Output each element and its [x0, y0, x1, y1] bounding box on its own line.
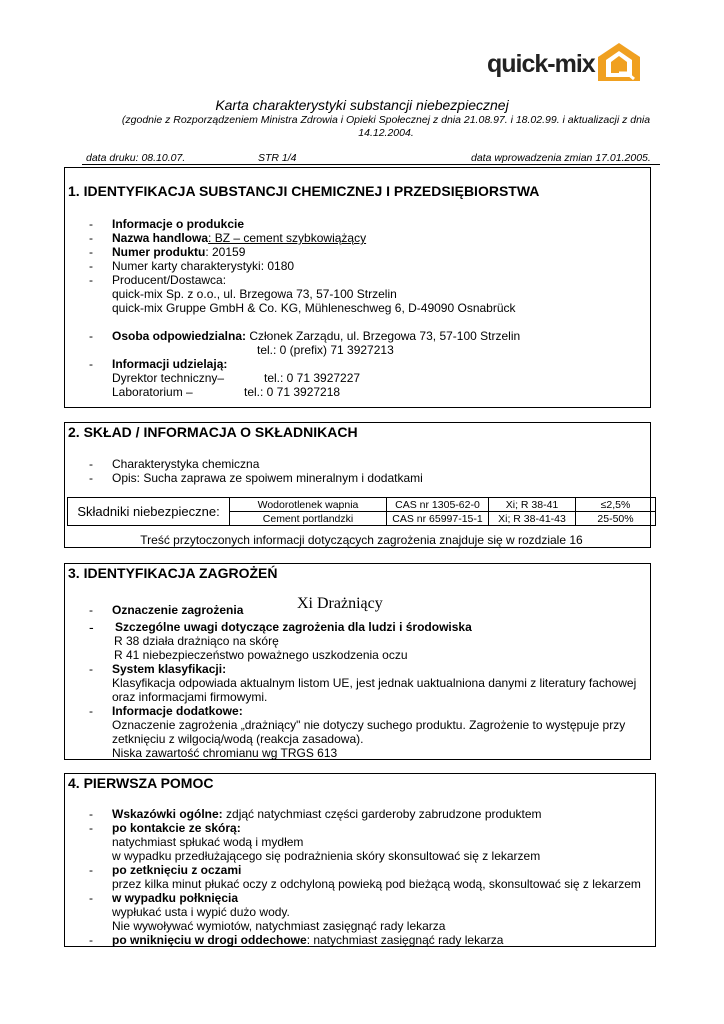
component-conc: 25-50% [576, 512, 656, 526]
component-class: Xi; R 38-41 [489, 498, 576, 512]
skin-contact-label: po kontakcie ze skórą: [112, 821, 241, 835]
eye-contact-label: po zetknięciu z oczami [112, 863, 242, 877]
component-name: Wodorotlenek wapnia [230, 498, 387, 512]
eye-contact-line-1: przez kilka minut płukać oczy z odchyloną powieką pod bieżącą wodą, skonsultować się z lekarzem [112, 877, 641, 891]
technical-director-tel: tel.: 0 71 3927227 [264, 371, 361, 385]
components-label: Składniki niebezpieczne: [68, 498, 230, 526]
additional-info-line-2: zetknięciu z wilgocią/wodą (reakcja zasadowa). [112, 732, 364, 746]
hazard-mark-label: Oznaczenie zagrożenia [112, 603, 244, 617]
skin-contact-line-1: natychmiast spłukać wodą i mydłem [112, 835, 304, 849]
hazardous-components-table [67, 497, 656, 526]
hazard-mark-value: Xi Drażniący [297, 595, 383, 612]
section-1-title: 1. IDENTYFIKACJA SUBSTANCJI CHEMICZNEJ I PRZEDSIĘBIORSTWA [68, 183, 540, 199]
product-number-label: Numer produktu [112, 245, 206, 259]
general-advice-label: Wskazówki ogólne: [112, 807, 223, 821]
additional-info-line-3: Niska zawartość chromianu wg TRGS 613 [112, 746, 338, 760]
inhalation-label: po wniknięciu w drogi oddechowe [112, 933, 307, 947]
responsible-person-label: Osoba odpowiedzialna: [112, 329, 247, 343]
responsible-person-tel: tel.: 0 (prefix) 71 3927213 [257, 343, 394, 357]
document-title: Karta charakterystyki substancji niebezpiecznej [215, 97, 509, 113]
component-name: Cement portlandzki [230, 512, 387, 526]
r41-phrase: R 41 niebezpieczeństwo poważnego uszkodzenia oczu [114, 648, 408, 662]
component-class: Xi; R 38-41-43 [489, 512, 576, 526]
component-conc: ≤2,5% [576, 498, 656, 512]
general-advice-value: zdjąć natychmiast części garderoby zabrudzone produktem [222, 807, 542, 821]
product-number-value: : 20159 [205, 245, 246, 259]
classification-system-label: System klasyfikacji: [112, 662, 227, 676]
change-date: data wprowadzenia zmian 17.01.2005. [471, 152, 651, 164]
card-number: Numer karty charakterystyki: 0180 [112, 259, 295, 273]
swallowing-line-2: Nie wywoływać wymiotów, natychmiast zasięgnąć rady lekarza [112, 919, 446, 933]
logo-text: quick-mix [487, 50, 595, 78]
component-cas: CAS nr 65997-15-1 [387, 512, 489, 526]
special-hazards-label: Szczególne uwagi dotyczące zagrożenia dla ludzi i środowiska [115, 620, 472, 634]
product-info-label: Informacje o produkcie [112, 217, 245, 231]
laboratory-tel: tel.: 0 71 3927218 [244, 385, 341, 399]
chemical-characteristic: Charakterystyka chemiczna [112, 457, 260, 471]
trade-name-value: : BZ – cement szybkowiążący [208, 231, 367, 245]
table-row [68, 498, 656, 512]
section-4-title: 4. PIERWSZA POMOC [68, 775, 214, 791]
section-2-box [64, 422, 651, 548]
swallowing-line-1: wypłukać usta i wypić dużo wody. [112, 905, 290, 919]
page-number: STR 1/4 [258, 152, 297, 164]
classification-line-2: oraz informacjami firmowymi. [112, 690, 268, 704]
classification-line-1: Klasyfikacja odpowiada aktualnym listom UE, jest jednak uaktualniona danymi z literatury fachowej [112, 676, 637, 690]
additional-info-label: Informacje dodatkowe: [112, 704, 243, 718]
document-subtitle: (zgodnie z Rozporządzeniem Ministra Zdrowia i Opieki Społecznej z dnia 21.08.97. i 18.02.99. i aktualizacji z dnia 14.12.2004. [121, 114, 651, 139]
producer-line-1: quick-mix Sp. z o.o., ul. Brzegowa 73, 57-100 Strzelin [112, 287, 397, 301]
table-footnote: Treść przytoczonych informacji dotyczących zagrożenia znajduje się w rozdziale 16 [140, 533, 583, 547]
trade-name-label: Nazwa handlowa [112, 231, 209, 245]
technical-director: Dyrektor techniczny– [112, 371, 225, 385]
inhalation-value: : natychmiast zasięgnąć rady lekarza [306, 933, 504, 947]
section-2-title: 2. SKŁAD / INFORMACJA O SKŁADNIKACH [68, 424, 358, 440]
r38-phrase: R 38 działa drażniąco na skórę [114, 634, 279, 648]
quick-mix-logo-icon [598, 43, 640, 81]
composition-description: Opis: Sucha zaprawa ze spoiwem mineralnym i dodatkami [112, 471, 423, 485]
laboratory: Laboratorium – [112, 385, 193, 399]
producer-line-2: quick-mix Gruppe GmbH & Co. KG, Mühleneschweg 6, D-49090 Osnabrück [112, 301, 516, 315]
additional-info-line-1: Oznaczenie zagrożenia „drażniący" nie dotyczy suchego produktu. Zagrożenie to występuje przy [112, 718, 626, 732]
responsible-person-value: Członek Zarządu, ul. Brzegowa 73, 57-100 Strzelin [246, 329, 521, 343]
component-cas: CAS nr 1305-62-0 [387, 498, 489, 512]
header-divider [82, 164, 660, 165]
print-date: data druku: 08.10.07. [86, 152, 186, 164]
swallowing-label: w wypadku połknięcia [112, 891, 239, 905]
skin-contact-line-2: w wypadku przedłużającego się podrażnienia skóry skonsultować się z lekarzem [112, 849, 541, 863]
info-provided-label: Informacji udzielają: [112, 357, 228, 371]
producer-label: Producent/Dostawca: [112, 273, 227, 287]
section-3-title: 3. IDENTYFIKACJA ZAGROŻEŃ [68, 565, 278, 581]
